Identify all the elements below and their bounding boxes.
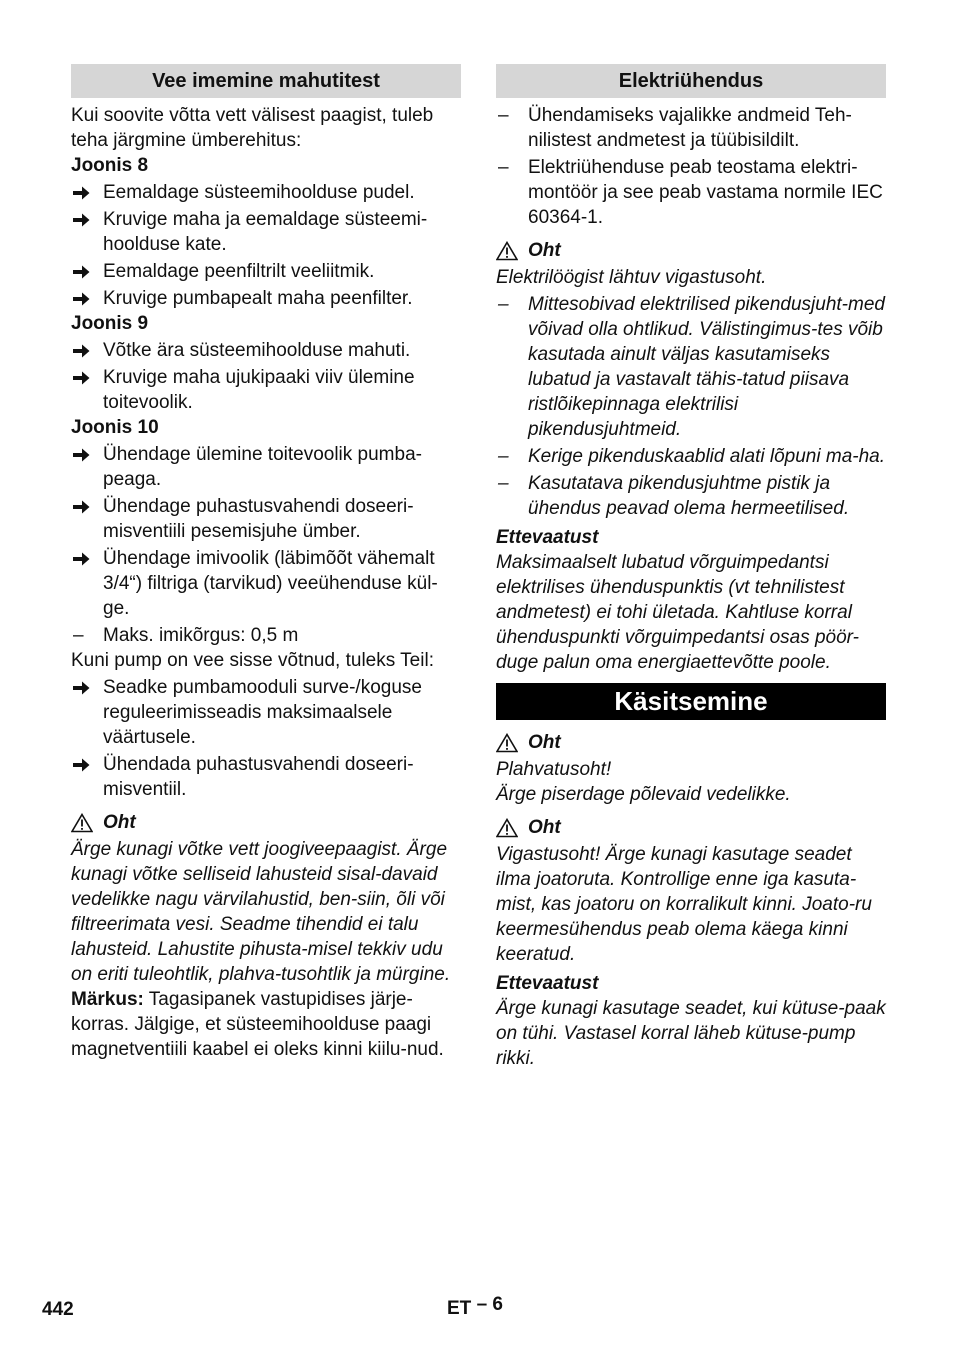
section-page: – 6	[476, 1294, 503, 1315]
until-step-item	[71, 752, 461, 802]
danger-text: Ärge kunagi võtke vett joogiveepaagist. Ärge kunagi võtke selliseid lahusteid sisal-davaid vedelikke nagu värvilahustid, ben-siin, õli või filtreerimata vesi. Seadme tihendid ei talu lahusteid. Lahustite pihusta-misel tekkiv udu on eriti tuleohtlik, plahva-tusohtlik ja mürgine.	[71, 839, 451, 985]
note-paragraph	[71, 987, 461, 1062]
figure-10-step-text: Ühendage ülemine toitevoolik pumba-peaga.	[103, 444, 422, 490]
extension-cable-items	[496, 292, 886, 521]
dash-marker: –	[498, 473, 509, 494]
danger-label: Oht	[528, 732, 561, 753]
figure-9-step-item	[71, 365, 461, 415]
right-arrow-icon	[71, 365, 91, 393]
right-arrow-icon	[71, 752, 91, 780]
danger-label: Oht	[528, 817, 561, 838]
dash-marker: –	[498, 105, 509, 126]
extension-cable-text: Kasutatava pikendusjuhtme pistik ja ühendus peavad olema hermeetilised.	[528, 473, 850, 519]
dash-marker: –	[73, 625, 84, 646]
right-arrow-icon	[71, 338, 91, 366]
caution-fuel-text: Ärge kunagi kasutage seadet, kui kütuse-paak on tühi. Vastasel korral läheb kütuse-pump rikki.	[496, 998, 886, 1069]
injury-risk-text: Vigastusoht! Ärge kunagi kasutage seadet ilma joatoruta. Kontrollige enne iga kasuta-mist, kas joatoru on korralikult kinni. Joato-ru keermesühendus peab olema käega kinni keeratud.	[496, 844, 872, 965]
explosion-risk-text: Plahvatusoht!	[496, 759, 612, 780]
language-code: ET	[447, 1298, 472, 1319]
figure-9-step-text: Võtke ära süsteemihoolduse mahuti.	[103, 340, 411, 361]
right-arrow-icon	[71, 494, 91, 522]
dash-marker: –	[498, 446, 509, 467]
page-number: 442	[42, 1299, 74, 1320]
caution-label: Ettevaatust	[496, 527, 599, 548]
figure-9-label: Joonis 9	[71, 313, 149, 334]
danger-heading	[71, 810, 461, 835]
figure-8-step-item	[71, 259, 461, 284]
electrical-text: Ühendamiseks vajalikke andmeid Teh-nilistest andmetest ja tüübisildilt.	[528, 105, 852, 151]
warning-triangle-icon	[496, 733, 518, 753]
section-heading-water-intake: Vee imemine mahutitest	[71, 64, 461, 98]
figure-10-step-item	[71, 546, 461, 621]
electric-shock-text: Elektrilöögist lähtuv vigastusoht.	[496, 267, 767, 288]
figure-10-step-item	[71, 494, 461, 544]
danger-heading-injury	[496, 815, 886, 840]
left-column	[71, 64, 461, 1062]
until-pump-text: Kuni pump on vee sisse võtnud, tuleks Teil:	[71, 650, 434, 671]
figure-10-step-item	[71, 442, 461, 492]
until-step-text: Ühendada puhastusvahendi doseeri-misventiil.	[103, 754, 414, 800]
figure-8-label: Joonis 8	[71, 155, 149, 176]
no-flammable-liquids-text: Ärge piserdage põlevaid vedelikke.	[496, 784, 791, 805]
extension-cable-text: Mittesobivad elektrilised pikendusjuht-med võivad olla ohtlikud. Välistingimus-tes võib kasutada ainult väljas kasutamiseks lubatud ja vastavalt tähis-tatud piisava ristlõikepinnaga elektrilisi pikendusjuhtmeid.	[528, 294, 885, 440]
figure-8-step-text: Kruvige maha ja eemaldage süsteemi-hoolduse kate.	[103, 209, 428, 255]
extension-cable-item	[496, 471, 886, 521]
figure-8-step-item	[71, 180, 461, 205]
figure-8-step-text: Eemaldage süsteemihoolduse pudel.	[103, 182, 415, 203]
right-column	[496, 64, 886, 1071]
figure-8-step-text: Kruvige pumbapealt maha peenfilter.	[103, 288, 413, 309]
warning-triangle-icon	[71, 813, 93, 833]
note-text: Tagasipanek vastupidises järje-korras. Jälgige, et süsteemihoolduse paagi magnetventiili kaabel ei oleks kinni kiilu-nud.	[71, 989, 444, 1060]
warning-triangle-icon	[496, 818, 518, 838]
figure-8-step-item	[71, 286, 461, 311]
right-arrow-icon	[71, 180, 91, 208]
right-arrow-icon	[71, 675, 91, 703]
until-step-item	[71, 675, 461, 750]
danger-heading-explosion	[496, 730, 886, 755]
figure-10-label: Joonis 10	[71, 417, 159, 438]
figure-8-step-text: Eemaldage peenfiltrilt veeliitmik.	[103, 261, 375, 282]
electrical-items	[496, 103, 886, 230]
right-arrow-icon	[71, 442, 91, 470]
electrical-text: Elektriühenduse peab teostama elektri-montöör ja see peab vastama normile IEC 60364-1.	[528, 157, 883, 228]
max-suction-height-text: Maks. imikõrgus: 0,5 m	[103, 625, 299, 646]
extension-cable-item	[496, 292, 886, 442]
right-arrow-icon	[71, 207, 91, 235]
page-footer-section	[447, 1296, 503, 1321]
extension-cable-text: Kerige pikenduskaablid alati lõpuni ma-ha.	[528, 446, 886, 467]
danger-heading-electrical	[496, 238, 886, 263]
right-arrow-icon	[71, 286, 91, 314]
danger-label: Oht	[103, 812, 136, 833]
until-step-text: Seadke pumbamooduli surve-/koguse reguleerimisseadis maksimaalsele väärtusele.	[103, 677, 422, 748]
dash-marker: –	[498, 157, 509, 178]
caution-label: Ettevaatust	[496, 973, 599, 994]
section-heading-operation: Käsitsemine	[496, 683, 886, 720]
figure-10-step-text: Ühendage puhastusvahendi doseeri-misventiili pesemisjuhe ümber.	[103, 496, 414, 542]
electrical-item	[496, 103, 886, 153]
warning-triangle-icon	[496, 241, 518, 261]
section-heading-electrical: Elektriühendus	[496, 64, 886, 98]
right-arrow-icon	[71, 546, 91, 574]
figure-9-steps	[71, 338, 461, 415]
dash-marker: –	[498, 294, 509, 315]
note-label: Märkus:	[71, 989, 144, 1010]
electrical-item	[496, 155, 886, 230]
figure-9-step-text: Kruvige maha ujukipaaki viiv ülemine toitevoolik.	[103, 367, 415, 413]
caution-impedance-text: Maksimaalselt lubatud võrguimpedantsi elektrilises ühenduspunktis (vt tehnilistest andmetest) ei tohi ületada. Kahtluse korral ühenduspunkti võrguimpedantsi osas pöör-duge palun oma energiaettevõtte poole.	[496, 552, 859, 673]
figure-9-step-item	[71, 338, 461, 363]
max-suction-height-item	[71, 623, 461, 648]
intro-text: Kui soovite võtta vett välisest paagist, tuleb teha järgmine ümberehitus:	[71, 105, 434, 151]
figure-8-steps	[71, 180, 461, 311]
figure-8-step-item	[71, 207, 461, 257]
figure-10-step-text: Ühendage imivoolik (läbimõõt vähemalt 3/4“) filtriga (tarvikud) veeühenduse kül-ge.	[103, 548, 438, 619]
until-pump-steps	[71, 675, 461, 802]
danger-label: Oht	[528, 240, 561, 261]
figure-10-steps	[71, 442, 461, 621]
right-arrow-icon	[71, 259, 91, 287]
extension-cable-item	[496, 444, 886, 469]
